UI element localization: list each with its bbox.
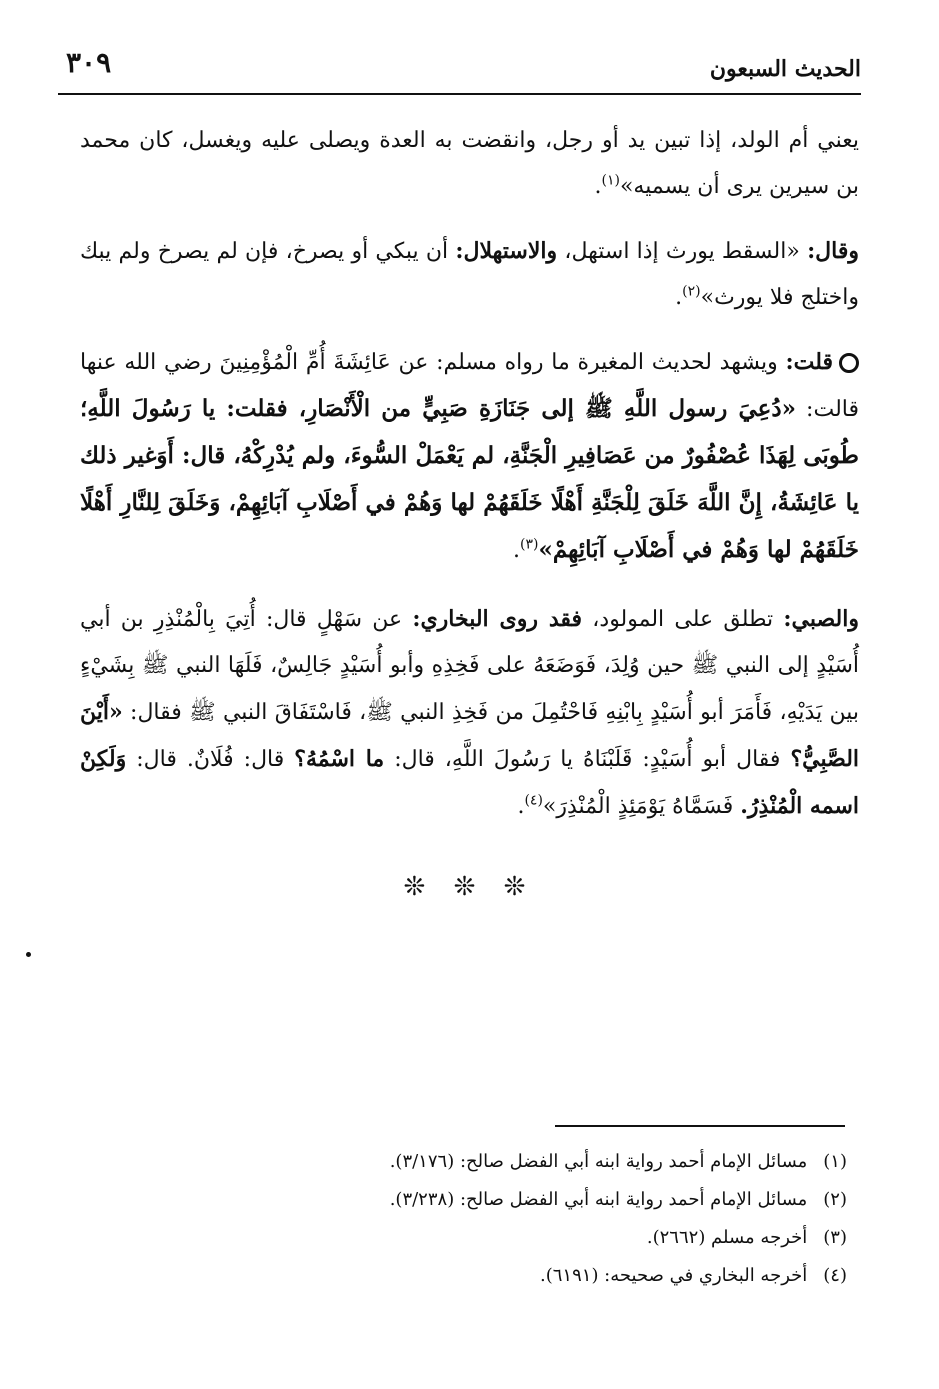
paragraph-4-text-3: فقال أبو أُسَيْدٍ: قَلَبْنَاهُ يا رَسُولَ اللَّهِ، قال: (384, 747, 791, 772)
paragraph-4-text-5: فَسَمَّاهُ يَوْمَئِذٍ الْمُنْذِرَ» (542, 794, 741, 819)
paragraph-4-end: . (517, 794, 525, 819)
main-text (80, 118, 859, 852)
paragraph-1-end: . (594, 174, 602, 199)
running-title: الحديث السبعون (709, 56, 861, 82)
paragraph-2 (80, 228, 859, 321)
paragraph-2-lead: وقال: (807, 238, 860, 264)
paragraph-2-bold: والاستهلال: (455, 238, 558, 264)
footnote-item (247, 1143, 847, 1181)
paragraph-4-bold-3: ما اسْمُهُ؟ (294, 746, 385, 772)
paragraph-4-lead: والصبي: (783, 606, 859, 632)
paragraph-2-text-2: أن يبكي أو يصرخ، فإن لم يصرخ ولم يبك واختلج فلا يورث» (80, 239, 859, 310)
paragraph-1-text: يعني أم الولد، إذا تبين يد أو رجل، وانقضت به العدة ويصلى عليه ويغسل، كان محمد بن سيرين يرى أن يسميه» (80, 128, 859, 199)
paragraph-4-bold-4: وَلَكِنْ اسمه الْمُنْذِرُ. (80, 746, 859, 819)
footnote-ref-2: (٢) (682, 283, 701, 300)
paragraph-4-text-1: تطلق على المولود، (582, 607, 784, 632)
footnote-text: أخرجه مسلم (٢٦٦٢). (646, 1227, 808, 1248)
footnote-item (247, 1257, 847, 1295)
circle-bullet-icon (839, 353, 859, 373)
footnote-number: (٤) (823, 1265, 847, 1286)
page-number: ٣٠٩ (66, 46, 112, 79)
footnote-ref-4: (٤) (524, 792, 543, 809)
page-header (58, 38, 861, 95)
paragraph-4-text-4: قال: فُلَانٌ. قال: (126, 747, 295, 772)
footnote-ref-3: (٣) (520, 536, 539, 553)
hadith-quote: «دُعِيَ رسول اللَّهِ ﷺ إلى جَنَازَةِ صَبِيٍّ من الْأَنْصَارِ، فقلت: يا رَسُولَ اللَّهِ؛ طُوبَى لِهَذَا عُصْفُورٌ من عَصَافِيرِ الْجَنَّةِ، لم يَعْمَلْ السُّوءَ، ولم يُدْرِكْهُ، قال: أَوَغير ذلك يا عَائِشَةُ، إِنَّ اللَّهَ خَلَقَ لِلْجَنَّةِ أَهْلًا خَلَقَهُمْ لها وَهُمْ في أَصْلَابِ آبَائِهِمْ، وَخَلَقَ لِلنَّارِ أَهْلًا خَلَقَهُمْ لها وَهُمْ في أَصْلَابِ آبَائِهِمْ» (80, 395, 859, 563)
paragraph-3 (80, 339, 859, 574)
paragraph-3-lead: قلت: (785, 349, 833, 375)
paragraph-3-text-1: ويشهد لحديث المغيرة ما رواه مسلم: عن عَائِشَةَ أُمِّ الْمُؤْمِنِينَ رضي الله عنها قالت: (80, 350, 859, 422)
paragraph-2-end: . (675, 285, 683, 310)
footnote-number: (٣) (823, 1227, 847, 1248)
footnote-text: مسائل الإمام أحمد رواية ابنه أبي الفضل صالح: (٣/٢٣٨). (389, 1189, 808, 1210)
footnote-number: (١) (823, 1151, 847, 1172)
footnotes (247, 1143, 847, 1295)
paragraph-4 (80, 596, 859, 830)
paragraph-4-text-2: عن سَهْلٍ قال: أُتِيَ بِالْمُنْذِرِ بن أبي أُسَيْدٍ إلى النبي ﷺ حين وُلِدَ، فَوَضَعَهُ على فَخِذِهِ وأبو أُسَيْدٍ جَالِسٌ، فَلَهَا النبي ﷺ بِشَيْءٍ بين يَدَيْهِ، فَأَمَرَ أبو أُسَيْدٍ بِابْنِهِ فَاحْتُمِلَ من فَخِذِ النبي ﷺ، فَاسْتَفَاقَ النبي ﷺ فقال: (80, 607, 859, 725)
paragraph-4-bold-1: فقد روى البخاري: (412, 606, 583, 632)
section-separator: ❊ ❊ ❊ (403, 872, 536, 902)
footnote-item (247, 1219, 847, 1257)
footnote-rule (555, 1125, 845, 1127)
footnote-item (247, 1181, 847, 1219)
ink-dot-mark (26, 952, 31, 957)
footnote-ref-1: (١) (601, 172, 620, 189)
paragraph-2-text-1: «السقط يورث إذا استهل، (557, 239, 808, 264)
footnote-number: (٢) (823, 1189, 847, 1210)
footnote-text: أخرجه البخاري في صحيحه: (٦١٩١). (540, 1265, 808, 1286)
footnote-text: مسائل الإمام أحمد رواية ابنه أبي الفضل صالح: (٣/١٧٦). (389, 1151, 808, 1172)
paragraph-4-bold-2: «أَيْنَ الصَّبِيُّ؟ (80, 699, 860, 772)
paragraph-3-end: . (513, 538, 520, 563)
paragraph-1 (80, 118, 859, 210)
